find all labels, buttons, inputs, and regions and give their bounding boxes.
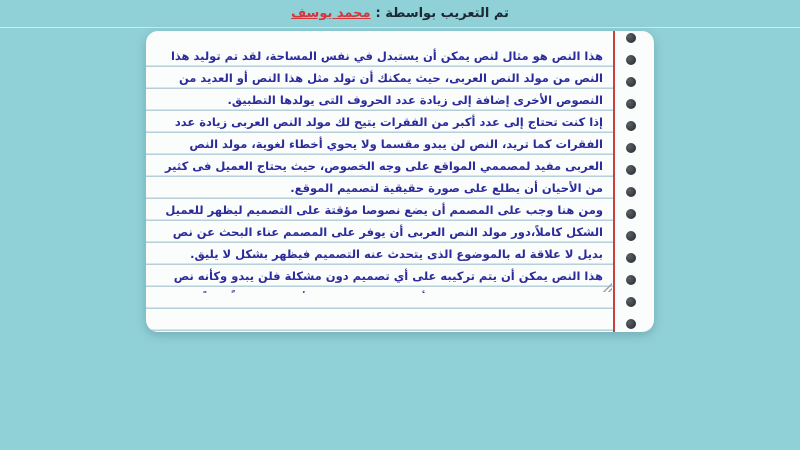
paper-textarea[interactable]	[150, 31, 613, 293]
binding-hole	[626, 33, 636, 43]
binding-hole	[626, 77, 636, 87]
binding-hole	[626, 187, 636, 197]
binding-hole	[626, 99, 636, 109]
binding-hole	[626, 297, 636, 307]
binding-hole	[626, 319, 636, 329]
binding-hole	[626, 253, 636, 263]
binding-hole	[626, 165, 636, 175]
binding-hole	[626, 209, 636, 219]
holes-column	[626, 33, 636, 329]
notepad-paper	[146, 31, 654, 332]
attribution-label: تم التعريب بواسطة :	[375, 6, 509, 21]
author-link[interactable]: محمد يوسف	[291, 6, 371, 21]
binding-hole	[626, 121, 636, 131]
attribution-header	[0, 0, 800, 28]
binding-hole	[626, 275, 636, 285]
binding-hole	[626, 231, 636, 241]
red-margin-line	[613, 31, 615, 332]
binding-hole	[626, 55, 636, 65]
binding-hole	[626, 143, 636, 153]
